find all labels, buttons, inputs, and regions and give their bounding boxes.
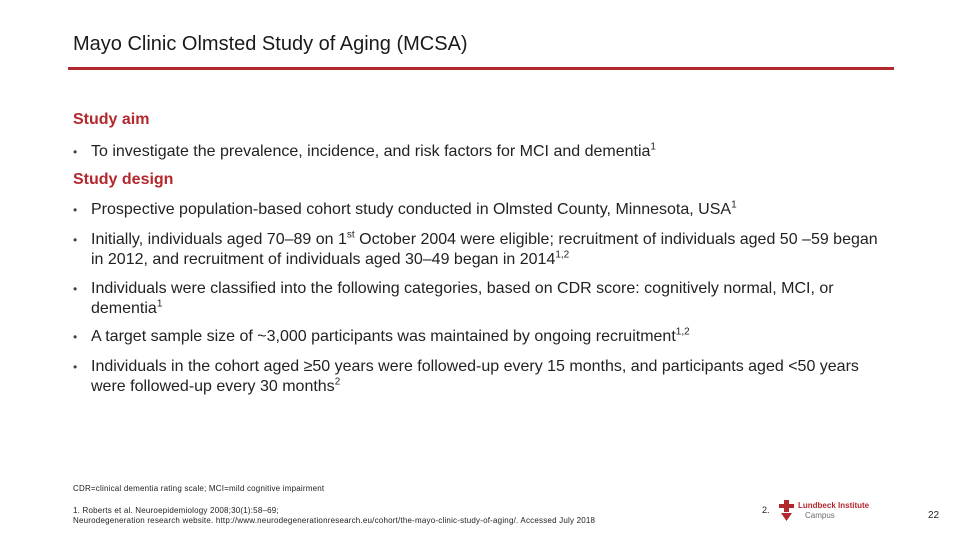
abbreviations-footnote: CDR=clinical dementia rating scale; MCI=mild cognitive impairment (73, 484, 325, 493)
section-heading-study-aim: Study aim (73, 111, 150, 128)
citation-superscript: 1 (156, 298, 163, 310)
page-number: 22 (928, 510, 940, 521)
bullet-dot: • (73, 360, 78, 374)
bullet-dot: • (73, 330, 78, 344)
bullet-dot: • (73, 282, 78, 296)
reference-2-number: 2. (762, 505, 770, 515)
bullet-text-post: October 2004 were eligible; recruitment of individuals aged 50 –59 began in 2012, and recruitment of individuals aged 30–49 began in 2014 (91, 231, 878, 268)
bullet-dot: • (73, 203, 78, 217)
bullet-text: Prospective population-based cohort study conducted in Olmsted County, Minnesota, USA (91, 201, 732, 218)
bullet-study-design-2 (73, 230, 893, 270)
logo-text-campus: Campus (805, 511, 835, 520)
lundbeck-logo-icon (779, 500, 795, 522)
bullet-study-design-5 (73, 357, 893, 397)
lundbeck-institute-logo (779, 499, 899, 523)
section-heading-study-design: Study design (73, 171, 174, 188)
bullet-study-design-1 (73, 200, 893, 220)
bullet-dot: • (73, 145, 78, 159)
logo-text-institute: Lundbeck Institute (798, 501, 870, 510)
reference-1: 1. Roberts et al. Neuroepidemiology 2008;30(1):58–69; (73, 506, 279, 515)
reference-2: Neurodegeneration research website. http://www.neurodegenerationresearch.eu/cohort/the-mayo-clinic-study-of-aging/. Accessed July 2018 (73, 516, 596, 525)
title-divider (68, 67, 894, 70)
bullet-dot: • (73, 233, 78, 247)
citation-superscript: 1 (731, 199, 737, 211)
references (73, 506, 595, 526)
citation-superscript: 1,2 (555, 249, 570, 261)
bullet-text: A target sample size of ~3,000 participants was maintained by ongoing recruitment (91, 328, 676, 345)
citation-superscript: 2 (334, 376, 341, 388)
bullet-text: To investigate the prevalence, incidence, and risk factors for MCI and dementia (91, 143, 651, 160)
citation-superscript: 1 (650, 141, 656, 153)
bullet-study-design-3 (73, 279, 893, 319)
bullet-text: Individuals were classified into the following categories, based on CDR score: cognitively normal, MCI, or dementia (91, 280, 834, 317)
bullet-study-aim-1 (73, 142, 893, 162)
bullet-text: Individuals in the cohort aged ≥50 years were followed-up every 15 months, and participants aged <50 years were followed-up every 30 months (91, 358, 859, 395)
citation-superscript: 1,2 (675, 326, 690, 338)
bullet-study-design-4 (73, 327, 893, 347)
ordinal-superscript: st (346, 229, 355, 241)
bullet-text-pre: Initially, individuals aged 70–89 on 1 (91, 231, 347, 248)
page-title: Mayo Clinic Olmsted Study of Aging (MCSA) (73, 33, 468, 55)
